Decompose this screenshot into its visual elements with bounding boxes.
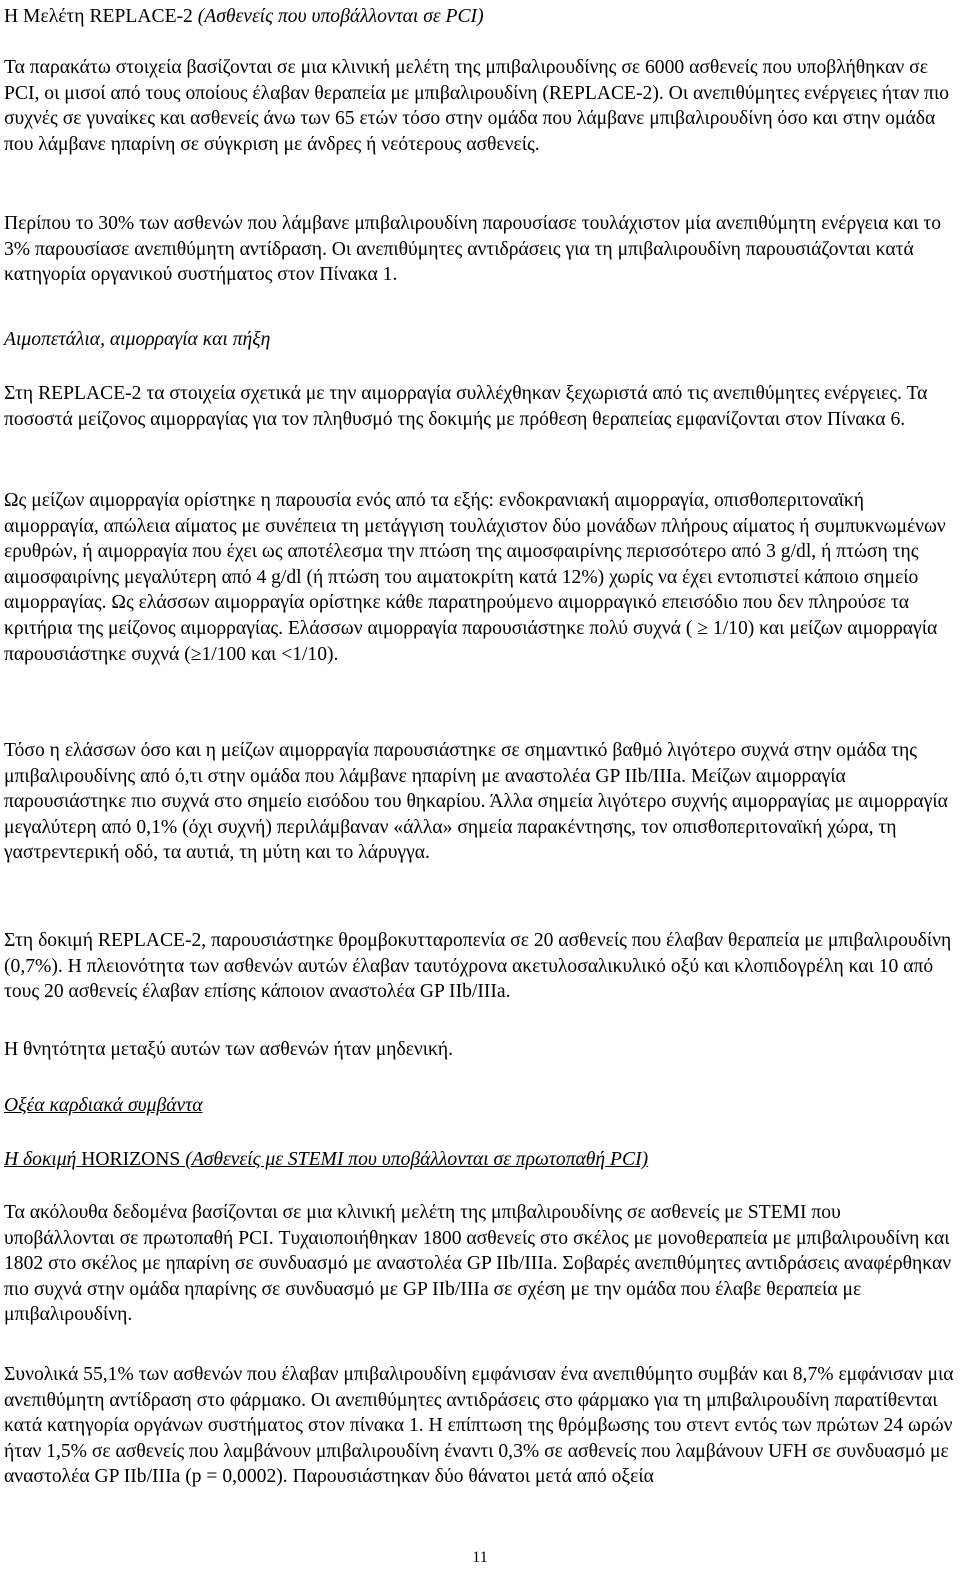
paragraph-mortality: Η θνητότητα μεταξύ αυτών των ασθενών ήταν μηδενική. bbox=[4, 1039, 454, 1060]
paragraph-adverse-events: Περίπου το 30% των ασθενών που λάμβανε μπιβαλιρουδίνη παρουσίασε τουλάχιστον μία ανεπιθύμητη ενέργεια και το 3% παρουσίασε ανεπιθύμητη αντίδραση. Οι ανεπιθύμητες αντιδράσεις για τη μπιβαλιρουδίνη παρουσιάζονται κατά κατηγορία οργανικού συστήματος στον Πίνακα 1. bbox=[4, 213, 942, 286]
heading-horizons-prefix: Η δοκιμή bbox=[4, 1149, 77, 1170]
heading-replace-2-subtitle: (Ασθενείς που υποβάλλονται σε PCI) bbox=[197, 6, 484, 27]
heading-horizons-trial bbox=[4, 1147, 954, 1173]
heading-horizons-subtitle: (Ασθενείς με STEMI που υποβάλλονται σε πρωτοπαθή PCI) bbox=[185, 1149, 649, 1170]
paragraph-bleeding-frequency: Τόσο η ελάσσων όσο και η μείζων αιμορραγία παρουσιάστηκε σε σημαντικό βαθμό λιγότερο συχνά στην ομάδα της μπιβαλιρουδίνης από ό,τι στην ομάδα που λάμβανε ηπαρίνη με αναστολέα GP IIb/IIIa. Μείζων αιμορραγία παρουσιάστηκε πιο συχνά στο σημείο εισόδου του θηκαρίου. Άλλα σημεία λιγότερο συχνής αιμορραγίας με αιμορραγία μεγαλύτερη από 0,1% (όχι συχνή) περιλάμβαναν «άλλα» σημεία παρακέντησης, τον οπισθοπεριτοναϊκή χώρα, τη γαστρεντερική οδό, τα αυτιά, τη μύτη και το λάρυγγα. bbox=[4, 740, 948, 864]
paragraph-bleeding-data: Στη REPLACE-2 τα στοιχεία σχετικά με την αιμορραγία συλλέχθηκαν ξεχωριστά από τις ανεπιθύμητες ενέργειες. Τα ποσοστά μείζονος αιμορραγίας για τον πληθυσμό της δοκιμής με πρόθεση θεραπείας εμφανίζονται στον Πίνακα 6. bbox=[4, 383, 928, 430]
paragraph-study-overview: Τα παρακάτω στοιχεία βασίζονται σε μια κλινική μελέτη της μπιβαλιρουδίνης σε 6000 ασθενείς που υποβλήθηκαν σε PCI, οι μισοί από τους οποίους έλαβαν θεραπεία με μπιβαλιρουδίνη (REPLACE-2). Οι ανεπιθύμητες ενέργειες ήταν πιο συχνές σε γυναίκες και ασθενείς άνω των 65 ετών τόσο στην ομάδα που λάμβανε μπιβαλιρουδίνη όσο και στην ομάδα που λάμβανε ηπαρίνη σε σύγκριση με άνδρες ή νεότερους ασθενείς. bbox=[4, 57, 950, 155]
heading-replace-2-text: Η Μελέτη REPLACE-2 bbox=[4, 6, 198, 27]
paragraph-horizons-adverse-events: Συνολικά 55,1% των ασθενών που έλαβαν μπιβαλιρουδίνη εμφάνισαν ένα ανεπιθύμητο συμβάν και 8,7% εμφάνισαν μια ανεπιθύμητη αντίδραση στο φάρμακο. Οι ανεπιθύμητες αντιδράσεις στο φάρμακο για τη μπιβαλιρουδίνη παρατίθενται κατά κατηγορία οργάνων συστήματος στον πίνακα 1. Η επίπτωση της θρόμβωσης του στεντ εντός των πρώτων 24 ωρών ήταν 1,5% σε ασθενείς που λαμβάνουν μπιβαλιρουδίνη έναντι 0,3% σε ασθενείς που λαμβάνουν UFH σε συνδυασμό με αναστολέα GP IIb/IIIa (p = 0,0002). Παρουσιάστηκαν δύο θάνατοι μετά από οξεία bbox=[4, 1364, 954, 1488]
heading-horizons-name: HORIZONS bbox=[76, 1149, 186, 1170]
paragraph-major-bleeding-definition: Ως μείζων αιμορραγία ορίστηκε η παρουσία ενός από τα εξής: ενδοκρανιακή αιμορραγία, οπισθοπεριτοναϊκή αιμορραγία, απώλεια αίματος με συνέπεια τη μετάγγιση τουλάχιστον δύο μονάδων πλήρους αίματος ή συμπυκνωμένων ερυθρών, ή αιμορραγία που έχει ως αποτέλεσμα την πτώση της αιμοσφαιρίνης περισσότερο από 3 g/dl, ή πτώση της αιμοσφαιρίνης μεγαλύτερη από 4 g/dl (ή πτώση του αιματοκρίτη κατά 12%) χωρίς να έχει εντοπιστεί κάποιο σημείο αιμορραγίας. Ως ελάσσων αιμορραγία ορίστηκε κάθε παρατηρούμενο αιμορραγικό επεισόδιο που δεν πληρούσε τα κριτήρια της μείζονος αιμορραγίας. Ελάσσων αιμορραγία παρουσιάστηκε πολύ συχνά ( ≥ 1/10) και μείζων αιμορραγία παρουσιάστηκε συχνά (≥1/100 και <1/10). bbox=[4, 490, 946, 665]
heading-replace-2 bbox=[4, 4, 954, 30]
paragraph-thrombocytopenia: Στη δοκιμή REPLACE-2, παρουσιάστηκε θρομβοκυτταροπενία σε 20 ασθενείς που έλαβαν θεραπεία με μπιβαλιρουδίνη (0,7%). Η πλειονότητα των ασθενών αυτών έλαβαν ταυτόχρονα ακετυλοσαλικυλικό οξύ και κλοπιδογρέλη και 10 από τους 20 ασθενείς έλαβαν επίσης κάποιον αναστολέα GP IIb/IIIa. bbox=[4, 930, 952, 1003]
paragraph-horizons-overview: Τα ακόλουθα δεδομένα βασίζονται σε μια κλινική μελέτη της μπιβαλιρουδίνης σε ασθενείς με STEMI που υποβάλλονται σε πρωτοπαθή PCI. Τυχαιοποιήθηκαν 1800 ασθενείς στο σκέλος με μονοθεραπεία με μπιβαλιρουδίνη και 1802 στο σκέλος με ηπαρίνη σε συνδυασμό με αναστολέα GP IIb/IIIa. Σοβαρές ανεπιθύμητες αντιδράσεις αναφέρθηκαν πιο συχνά στην ομάδα ηπαρίνης σε συνδυασμό με GP IIb/IIIa σε σχέση με την ομάδα που έλαβε θεραπεία με μπιβαλιρουδίνη. bbox=[4, 1202, 952, 1326]
subheading-platelets-bleeding: Αιμοπετάλια, αιμορραγία και πήξη bbox=[4, 329, 271, 350]
subheading-acute-cardiac-events: Οξέα καρδιακά συμβάντα bbox=[4, 1095, 203, 1116]
page-number: 11 bbox=[472, 1549, 488, 1566]
